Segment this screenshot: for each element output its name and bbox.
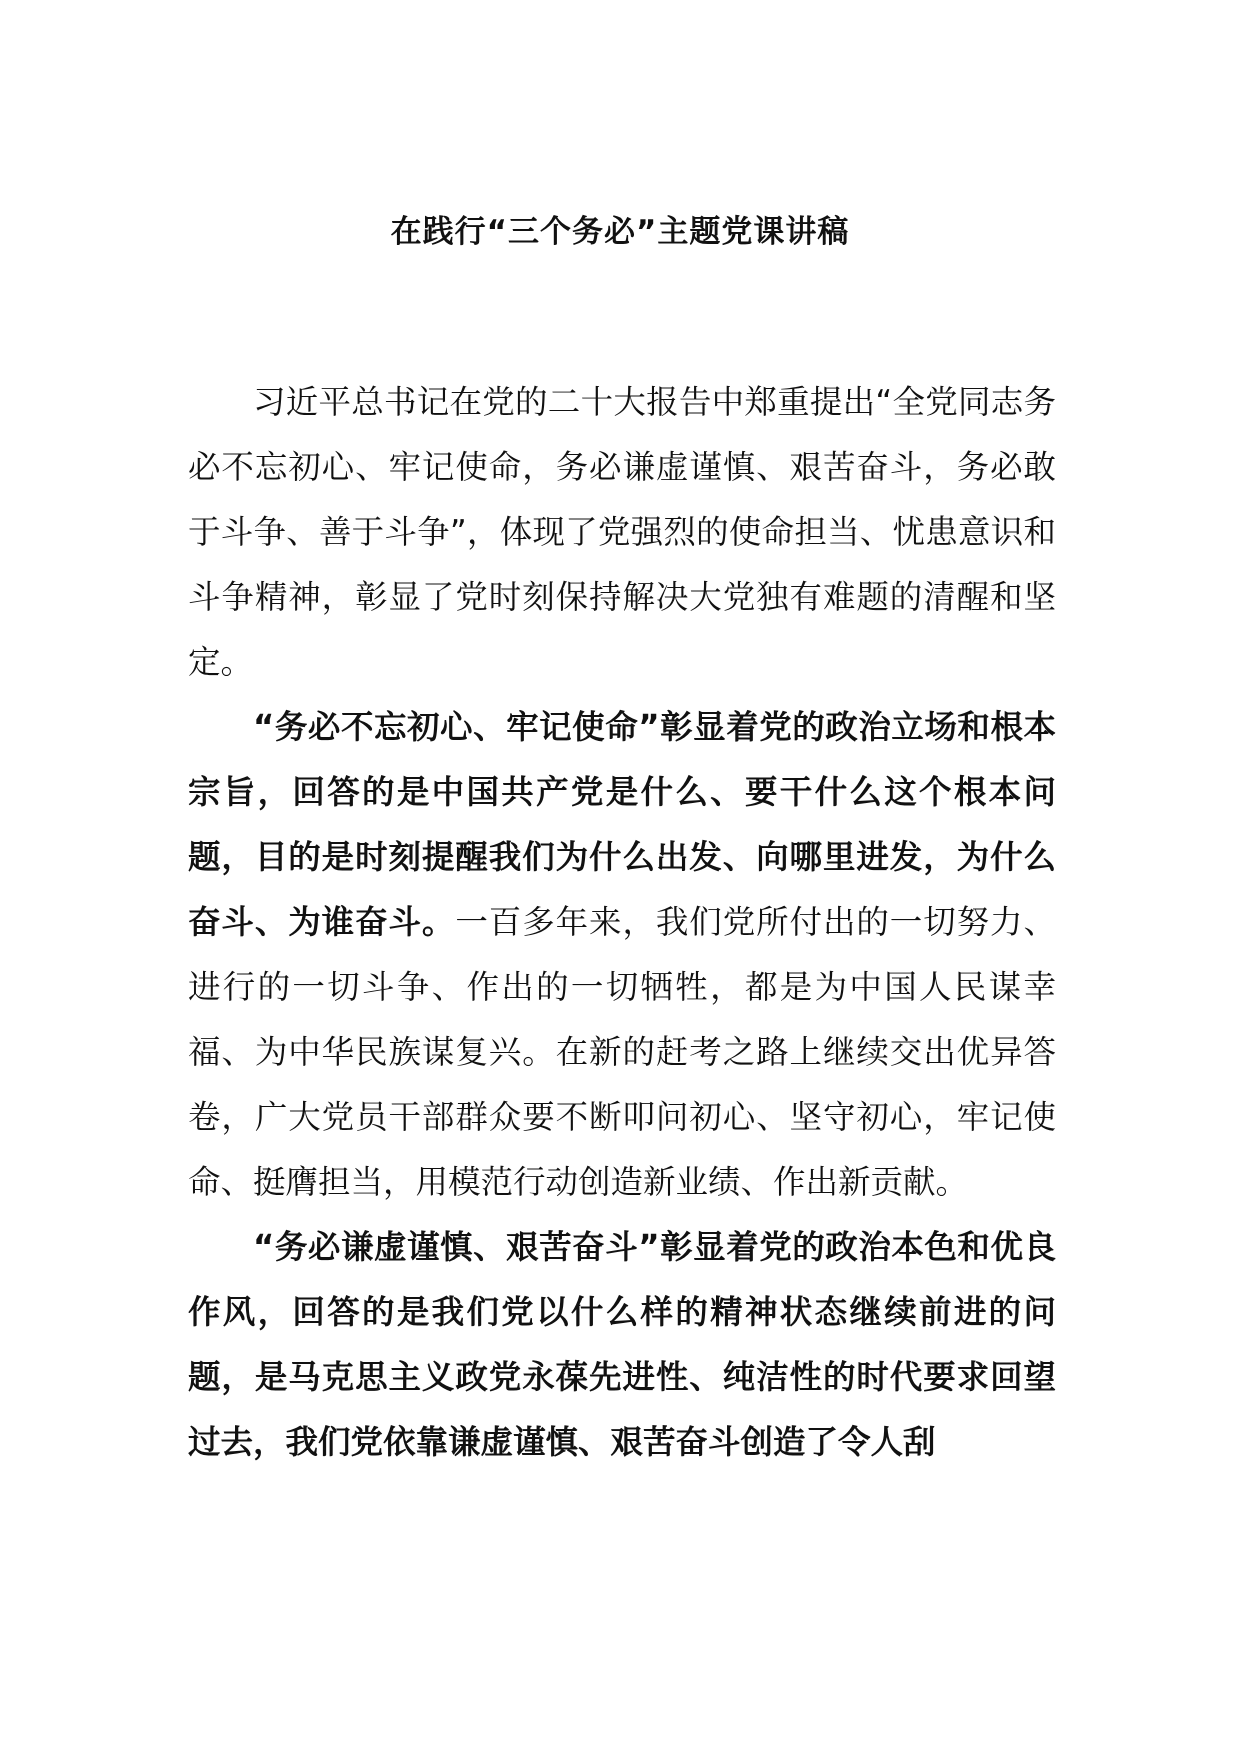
paragraph-emphasis: “务必谦虚谨慎、艰苦奋斗”彰显着党的政治本色和优良作风，回答的是我们党以什么样的精神状态继续前进的问题，是马克思主义政党永葆先进性、纯洁性的时代要求回望过去，我们党依靠谦虚谨慎、艰苦奋斗创造了令人刮 <box>188 1228 1056 1461</box>
paragraph-intro <box>188 370 1056 695</box>
paragraph-text: 一百多年来，我们党所付出的一切努力、进行的一切斗争、作出的一切牺牲，都是为中国人民谋幸福、为中华民族谋复兴。在新的赶考之路上继续交出优异答卷，广大党员干部群众要不断叩问初心、坚守初心，牢记使命、挺膺担当，用模范行动创造新业绩、作出新贡献。 <box>188 903 1056 1201</box>
paragraph-first-mandate <box>188 695 1056 1215</box>
paragraph-second-mandate <box>188 1215 1056 1475</box>
paragraph-text: 习近平总书记在党的二十大报告中郑重提出“全党同志务必不忘初心、牢记使命，务必谦虚谨慎、艰苦奋斗，务必敢于斗争、善于斗争”，体现了党强烈的使命担当、忧患意识和斗争精神，彰显了党时刻保持解决大党独有难题的清醒和坚定。 <box>188 383 1056 681</box>
paragraph-emphasis: “务必不忘初心、牢记使命”彰显着党的政治立场和根本宗旨，回答的是中国共产党是什么、要干什么这个根本问题，目的是时刻提醒我们为什么出发、向哪里进发，为什么奋斗、为谁奋斗。 <box>188 708 1056 941</box>
document-title: 在践行“三个务必”主题党课讲稿 <box>390 214 850 250</box>
document-body <box>188 370 1056 1475</box>
